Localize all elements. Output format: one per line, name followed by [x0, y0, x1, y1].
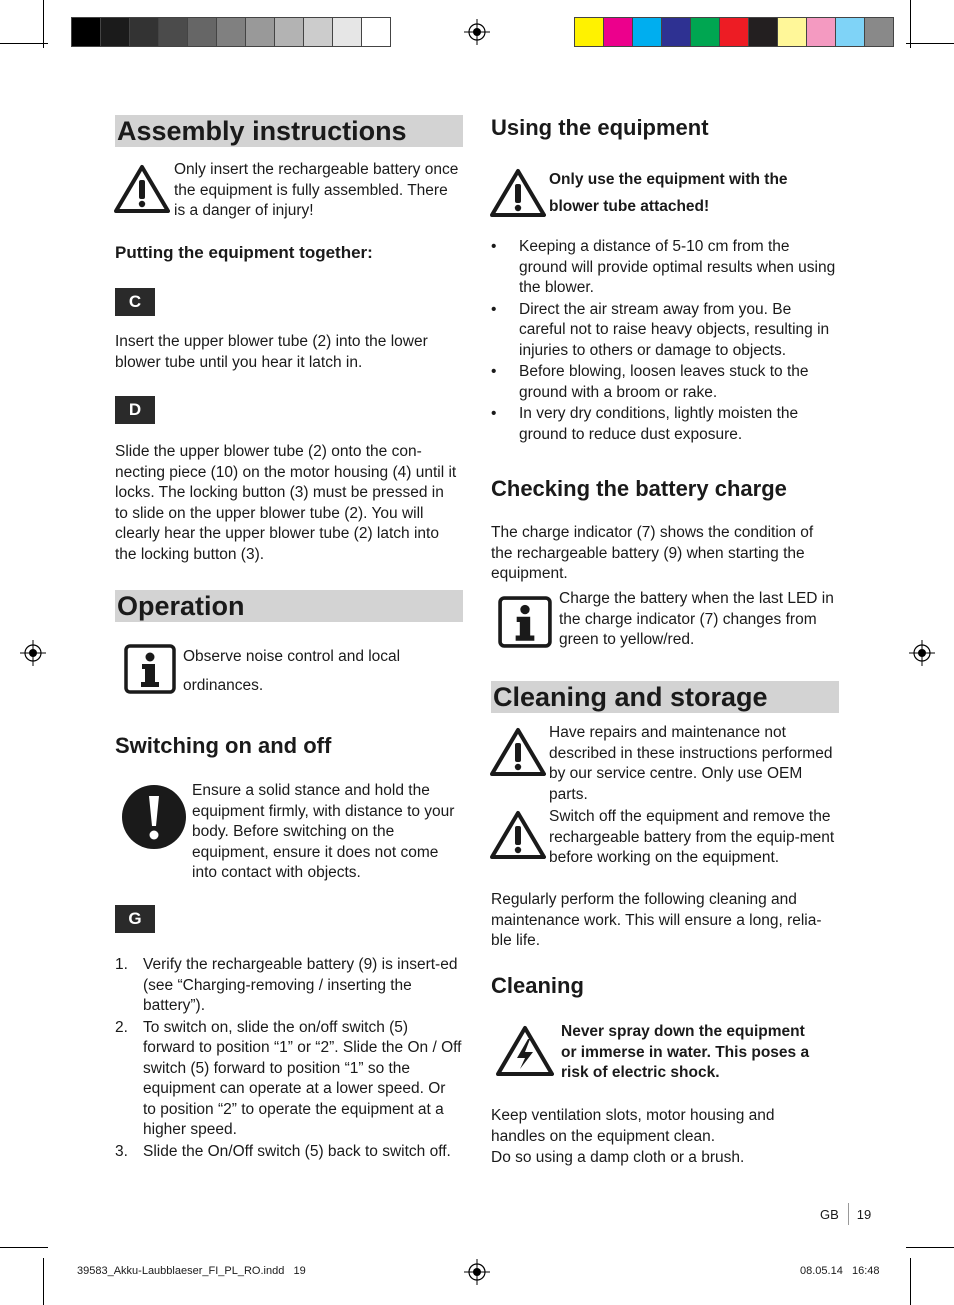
step-number: 1. [115, 956, 128, 973]
step-c-text: Insert the upper blower tube (2) into the lower blower tube until you hear it latch in. [115, 333, 428, 371]
using-warning: Only use the equipment with the blower tube attached! [549, 171, 788, 215]
registration-mark-icon [464, 19, 490, 45]
electric-shock-warning-icon [496, 1025, 554, 1077]
color-swatch [749, 18, 778, 46]
color-swatch [72, 18, 101, 46]
warning-triangle-icon [114, 164, 170, 214]
color-swatch [101, 18, 130, 46]
crop-mark [43, 0, 44, 48]
shock-warning: Never spray down the equipment or immerse in water. This poses a risk of electric shock. [561, 1023, 810, 1081]
language-code: GB [820, 1206, 839, 1222]
assembly-warning: Only insert the rechargeable battery once the equipment is fully assembled. There is a danger of injury! [174, 161, 459, 219]
footer-date: 08.05.14 16:48 [800, 1265, 880, 1277]
color-swatch [865, 18, 893, 46]
crop-mark [906, 43, 954, 44]
crop-mark [910, 1258, 911, 1305]
crop-mark [0, 43, 48, 44]
switching-step [115, 955, 462, 1017]
switching-step [115, 1018, 462, 1141]
step-text: Slide the On/Off switch (5) back to switch off. [143, 1142, 451, 1160]
registration-mark-icon [20, 640, 46, 666]
color-swatch [662, 18, 691, 46]
step-text: Verify the rechargeable battery (9) is insert-ed (see “Charging-removing / inserting the battery”). [143, 956, 458, 1014]
info-icon [124, 644, 176, 694]
color-swatch [575, 18, 604, 46]
battery-check-text: The charge indicator (7) shows the condition of the rechargeable battery (9) when starting the equipment. [491, 524, 814, 582]
operation-info: Observe noise control and local ordinances. [183, 648, 401, 694]
operation-title: Operation [115, 590, 463, 622]
color-swatch [691, 18, 720, 46]
warning-triangle-icon [490, 168, 546, 218]
color-swatch [304, 18, 333, 46]
footer-file-name: 39583_Akku-Laubblaeser_FI_PL_RO.indd 19 [77, 1265, 306, 1277]
crop-mark [910, 0, 911, 48]
cleaning-text-1: Keep ventilation slots, motor housing and handles on the equipment clean. [491, 1107, 775, 1145]
color-swatch [275, 18, 304, 46]
page-number: 19 [856, 1206, 872, 1222]
color-swatch [633, 18, 662, 46]
switch-off-warning: Switch off the equipment and remove the rechargeable battery from the equip-ment before working on the equipment. [549, 808, 835, 866]
color-swatch [807, 18, 836, 46]
info-icon [498, 596, 552, 648]
color-swatch [188, 18, 217, 46]
switching-steps-list [115, 955, 462, 1163]
color-swatch [362, 18, 390, 46]
using-tip: • Keeping a distance of 5-10 cm from the ground will provide optimal results when using the blower. [491, 237, 839, 299]
crop-mark [0, 1247, 48, 1248]
color-swatch [333, 18, 362, 46]
color-swatch [720, 18, 749, 46]
repairs-warning: Have repairs and maintenance not described in these instructions performed by our service centre. Only use OEM parts. [549, 724, 833, 803]
crop-mark [43, 1258, 44, 1305]
registration-mark-icon [464, 1259, 490, 1285]
battery-check-info: Charge the battery when the last LED in the charge indicator (7) changes from green to yellow/red. [559, 590, 834, 648]
using-tips-list [491, 237, 839, 446]
step-number: 3. [115, 1142, 128, 1160]
cleaning-text-2: Do so using a damp cloth or a brush. [491, 1149, 745, 1166]
switching-caution: Ensure a solid stance and hold the equipment firmly, with distance to your body. Before switching on the equipment, ensure it does not come into contact with objects. [192, 782, 455, 881]
color-swatch [778, 18, 807, 46]
cleaning-storage-title: Cleaning and storage [491, 681, 839, 713]
color-swatch [836, 18, 865, 46]
using-tip: • In very dry conditions, lightly moisten the ground to reduce dust exposure. [491, 404, 839, 445]
color-swatch [604, 18, 633, 46]
putting-together-heading: Putting the equipment together: [115, 243, 373, 262]
step-d-text: Slide the upper blower tube (2) onto the con-necting piece (10) on the motor housing (4) until it locks. The locking button (3) must be pressed in to slide on the upper blower tube (2). You will clearly hear the upper blower tube (2) latch into the locking button (3). [115, 443, 457, 563]
warning-triangle-icon [490, 810, 546, 860]
color-swatch [159, 18, 188, 46]
step-text: To switch on, slide the on/off switch (5) forward to position “1” or “2”. Slide the On / Off switch (5) forward to position “1” so the equipment can operate at a lower speed. Or to position “2” to operate the equipment at a higher speed. [143, 1018, 462, 1138]
step-number: 2. [115, 1018, 128, 1036]
figure-label-g: G [115, 905, 155, 933]
registration-mark-icon [909, 640, 935, 666]
cleaning-title: Cleaning [491, 973, 584, 998]
battery-check-title: Checking the battery charge [491, 476, 787, 501]
using-title: Using the equipment [491, 115, 709, 140]
assembly-title: Assembly instructions [115, 115, 463, 147]
color-swatch [246, 18, 275, 46]
figure-label-c: C [115, 288, 155, 316]
switching-title: Switching on and off [115, 733, 332, 758]
maintenance-text: Regularly perform the following cleaning and maintenance work. This will ensure a long, relia-ble life. [491, 891, 822, 949]
color-calibration-bar [574, 17, 894, 47]
color-swatch [130, 18, 159, 46]
using-tip: • Direct the air stream away from you. Be careful not to raise heavy objects, resulting in injuries to others or damage to objects. [491, 300, 839, 362]
figure-label-d: D [115, 396, 155, 424]
using-tip: • Before blowing, loosen leaves stuck to the ground with a broom or rake. [491, 362, 839, 403]
switching-step [115, 1142, 462, 1163]
gray-calibration-bar [71, 17, 391, 47]
color-swatch [217, 18, 246, 46]
caution-exclamation-icon [121, 784, 187, 850]
page-footer [820, 1203, 871, 1225]
warning-triangle-icon [490, 727, 546, 777]
crop-mark [906, 1247, 954, 1248]
